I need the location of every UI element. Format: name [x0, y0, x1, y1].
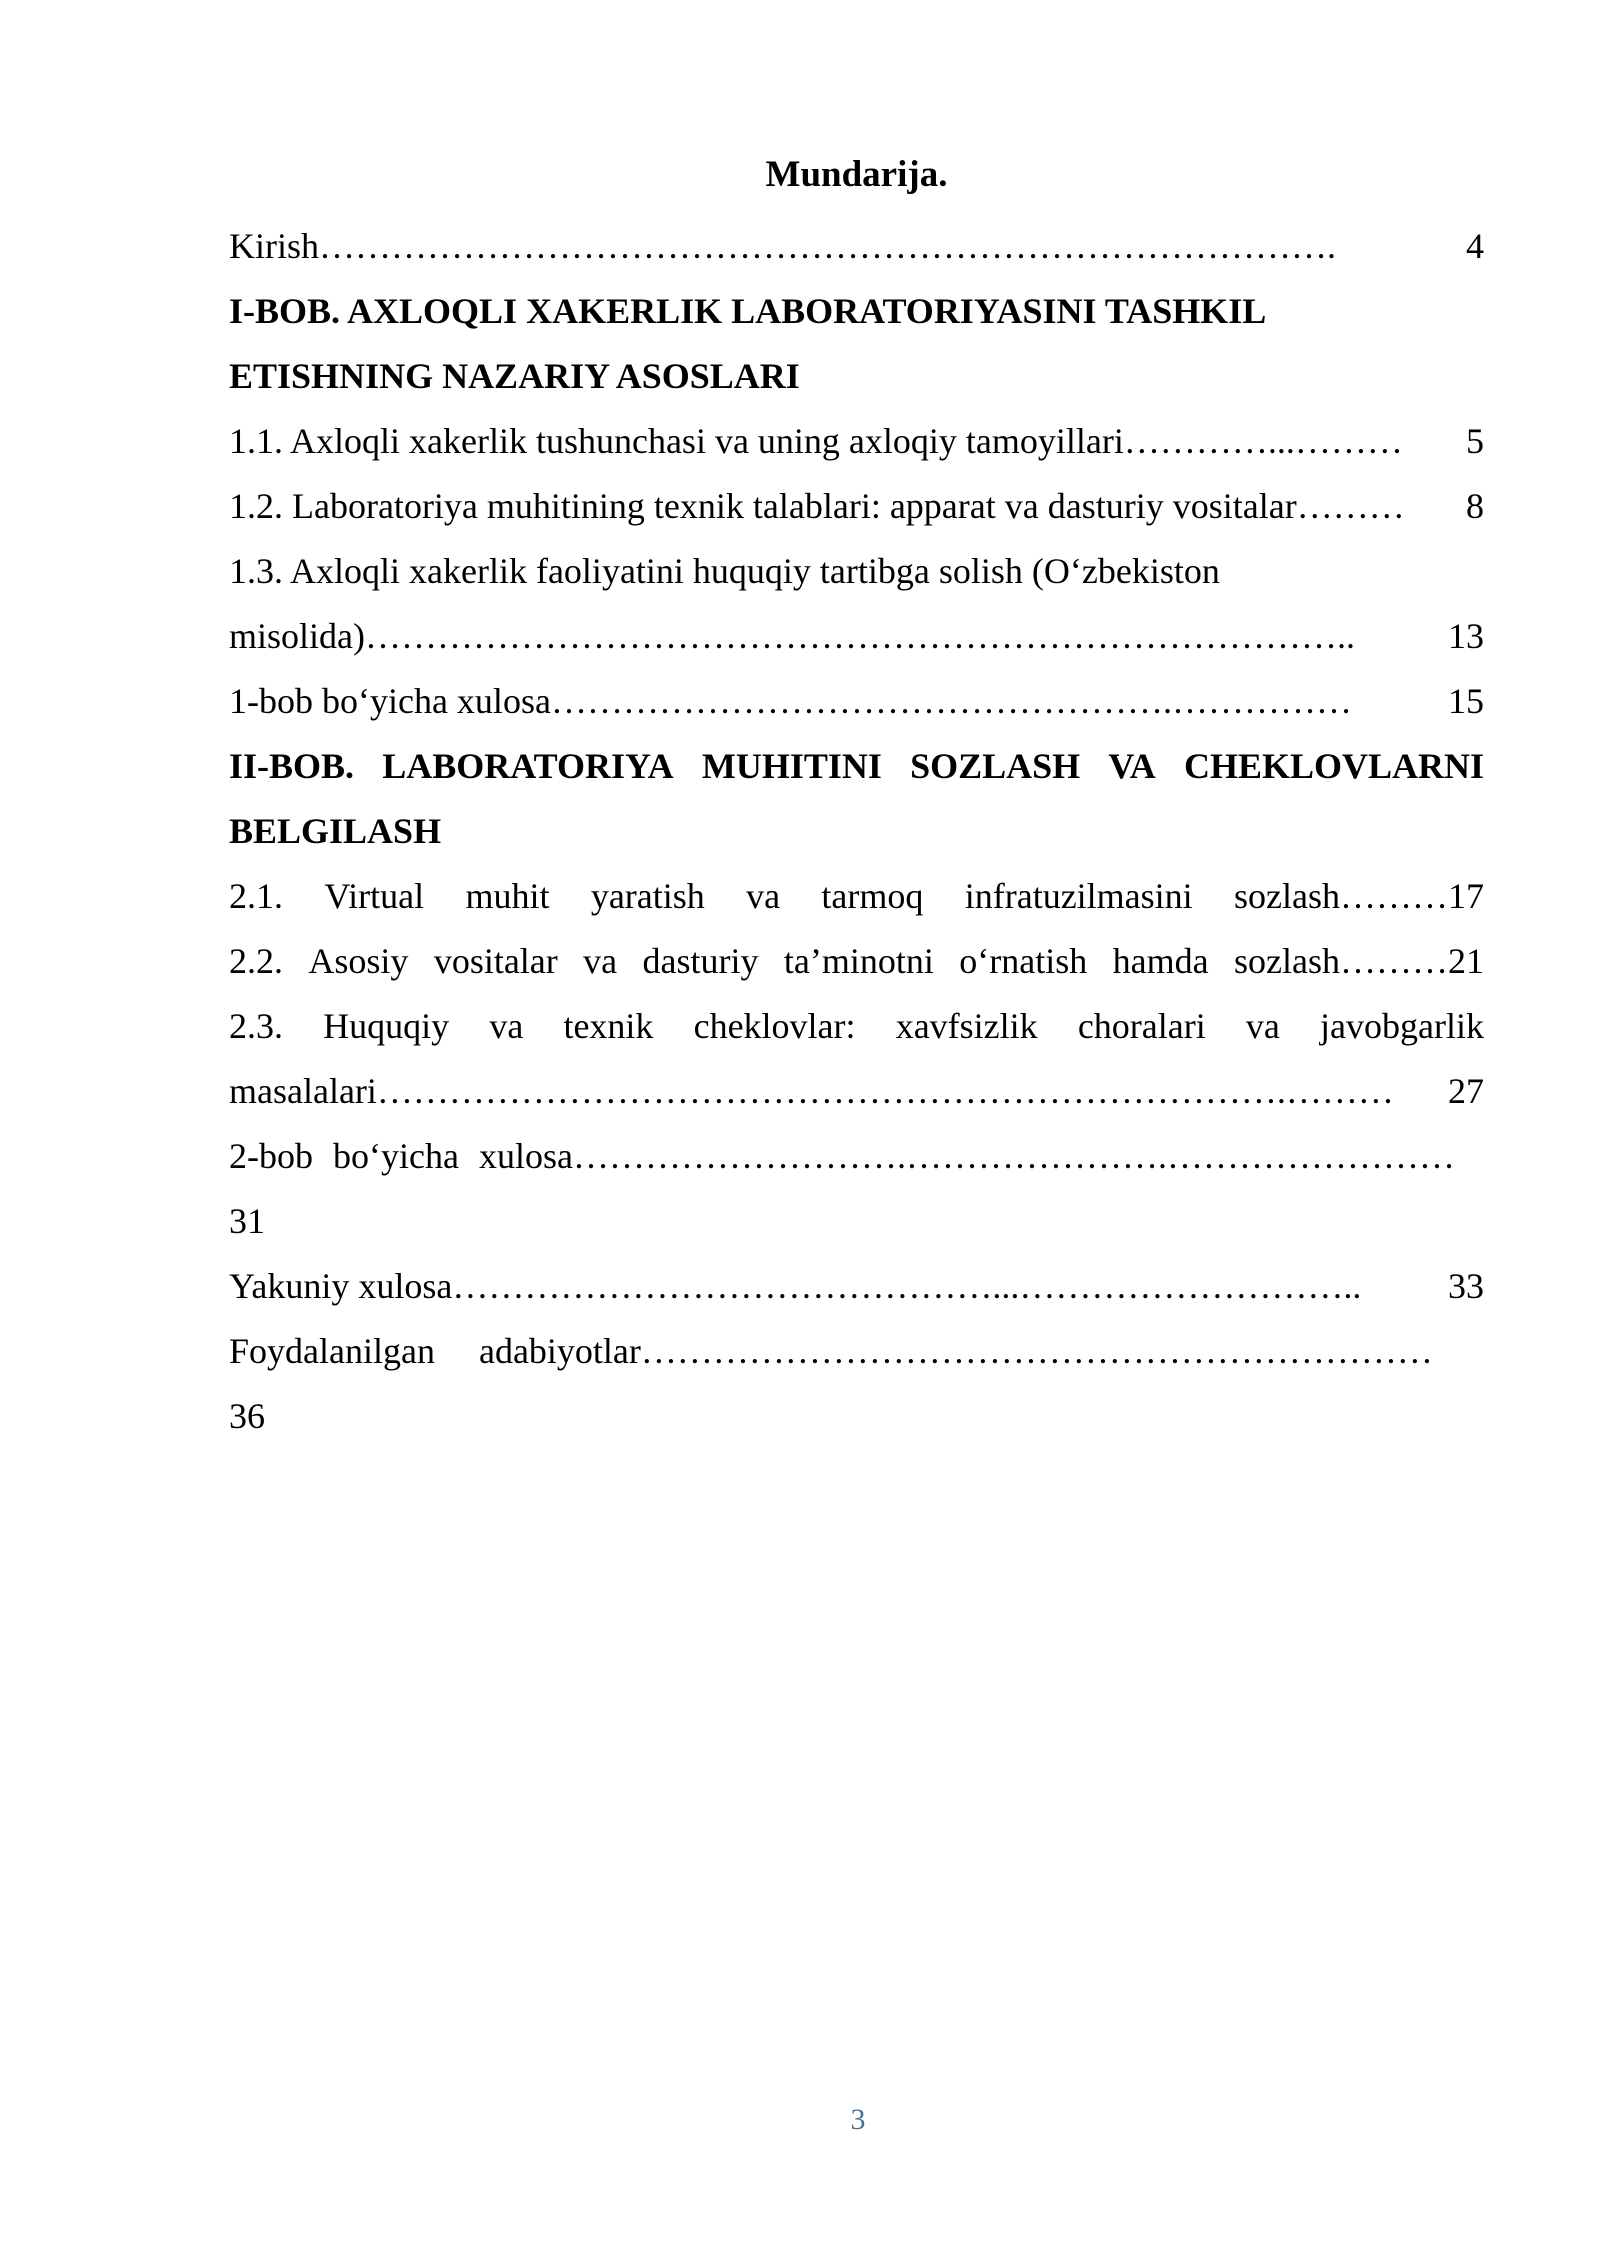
entry-word: choralari [1077, 1006, 1206, 1046]
toc-chapter2-heading-cont: BELGILASH [229, 811, 442, 851]
toc-page-number: 15 [1448, 681, 1484, 721]
toc-leader-dots: …………………………………………….…………… [550, 681, 1352, 721]
toc-page-number: 4 [1466, 226, 1484, 266]
entry-word: hamda [1112, 941, 1209, 981]
page-number: 3 [850, 2103, 866, 2136]
heading-word: VA [1108, 746, 1156, 786]
entry-word: infratuzilmasini [964, 876, 1193, 916]
toc-entry-1-3-cont [229, 604, 1484, 669]
entry-word: o‘rnatish [959, 941, 1088, 981]
toc-entry-2-3-cont [229, 1059, 1484, 1124]
entry-word: Virtual [324, 876, 425, 916]
entry-word: texnik [563, 1006, 654, 1046]
entry-word: 2.2. [229, 941, 283, 981]
table-of-contents [229, 214, 1484, 1449]
toc-entry-text: 1.1. Axloqli xakerlik tushunchasi va uning axloqiy tamoyillari [229, 421, 1124, 461]
toc-leader-dots: ……… [1296, 486, 1405, 526]
entry-word: cheklovlar: [693, 1006, 856, 1046]
entry-word: sozlash………17 [1234, 876, 1484, 916]
heading-word: II-BOB. [229, 746, 355, 786]
entry-word: va [746, 876, 781, 916]
toc-leader-dots: ………………………………………...……………………….. [452, 1266, 1362, 1306]
toc-entry-final-conclusion [229, 1254, 1484, 1319]
entry-word: xavfsizlik [895, 1006, 1038, 1046]
toc-entry-1-1 [229, 409, 1484, 474]
entry-word: va [1245, 1006, 1280, 1046]
heading-word: SOZLASH [910, 746, 1081, 786]
toc-title: Mundarija. [765, 154, 948, 195]
entry-word: javobgarlik [1320, 1006, 1484, 1046]
entry-word: tarmoq [821, 876, 924, 916]
toc-entry-2-3 [229, 994, 1484, 1059]
entry-word: muhit [465, 876, 550, 916]
entry-word: dasturiy [642, 941, 759, 981]
toc-entry-1-2 [229, 474, 1484, 539]
toc-page-number: 33 [1448, 1266, 1484, 1306]
toc-leader-dots: …………………………………………………………………………. [319, 226, 1336, 266]
entry-word: bo‘yicha [333, 1136, 459, 1176]
toc-page-number: 8 [1466, 486, 1484, 526]
entry-word: 2.3. [229, 1006, 283, 1046]
toc-chapter1-heading-cont: ETISHNING NAZARIY ASOSLARI [229, 356, 800, 396]
toc-entry-kirish [229, 214, 1484, 279]
toc-chapter2-heading [229, 734, 1484, 799]
entry-word: vositalar [433, 941, 558, 981]
toc-page-number: 27 [1448, 1071, 1484, 1111]
heading-word: MUHITINI [701, 746, 882, 786]
entry-word: 2-bob [229, 1136, 313, 1176]
toc-entry-text: misolida) [229, 616, 365, 656]
entry-word: yaratish [590, 876, 705, 916]
toc-page-number: 31 [229, 1201, 265, 1241]
toc-page-number: 36 [229, 1396, 265, 1436]
entry-word: adabiyotlar………………………………………………………… [478, 1331, 1433, 1371]
toc-leader-dots: ………………………………………………………………….……… [376, 1071, 1394, 1111]
toc-leader-dots: ……………………………………………………………………….. [364, 616, 1355, 656]
entry-word: va [583, 941, 618, 981]
entry-word: sozlash………21 [1234, 941, 1484, 981]
toc-leader-dots: …………...……… [1123, 421, 1403, 461]
toc-page-number: 13 [1448, 616, 1484, 656]
entry-word: va [489, 1006, 524, 1046]
toc-entry-references [229, 1319, 1484, 1384]
entry-word: Huquqiy [323, 1006, 450, 1046]
toc-entry-1-3: 1.3. Axloqli xakerlik faoliyatini huquqiy tartibga solish (O‘zbekiston [229, 551, 1220, 591]
toc-entry-text: 1.2. Laboratoriya muhitining texnik talablari: apparat va dasturiy vositalar [229, 486, 1297, 526]
entry-word: xulosa……………………….………………….…………………… [478, 1136, 1455, 1176]
entry-word: Foydalanilgan [229, 1331, 435, 1371]
toc-entry-text: masalalari [229, 1071, 377, 1111]
toc-entry-chapter2-conclusion [229, 1124, 1484, 1189]
heading-word: LABORATORIYA [382, 746, 674, 786]
toc-entry-2-2 [229, 929, 1484, 994]
entry-word: ta’minotni [783, 941, 934, 981]
heading-word: CHEKLOVLARNI [1183, 746, 1484, 786]
toc-entry-2-1 [229, 864, 1484, 929]
toc-page-number: 5 [1466, 421, 1484, 461]
entry-word: 2.1. [229, 876, 283, 916]
toc-entry-text: Yakuniy xulosa [229, 1266, 453, 1306]
toc-entry-text: 1-bob bo‘yicha xulosa [229, 681, 551, 721]
toc-entry-chapter1-conclusion [229, 669, 1484, 734]
toc-chapter1-heading: I-BOB. AXLOQLI XAKERLIK LABORATORIYASINI TASHKIL [229, 291, 1267, 331]
entry-word: Asosiy [308, 941, 409, 981]
toc-entry-text: Kirish [229, 226, 319, 266]
